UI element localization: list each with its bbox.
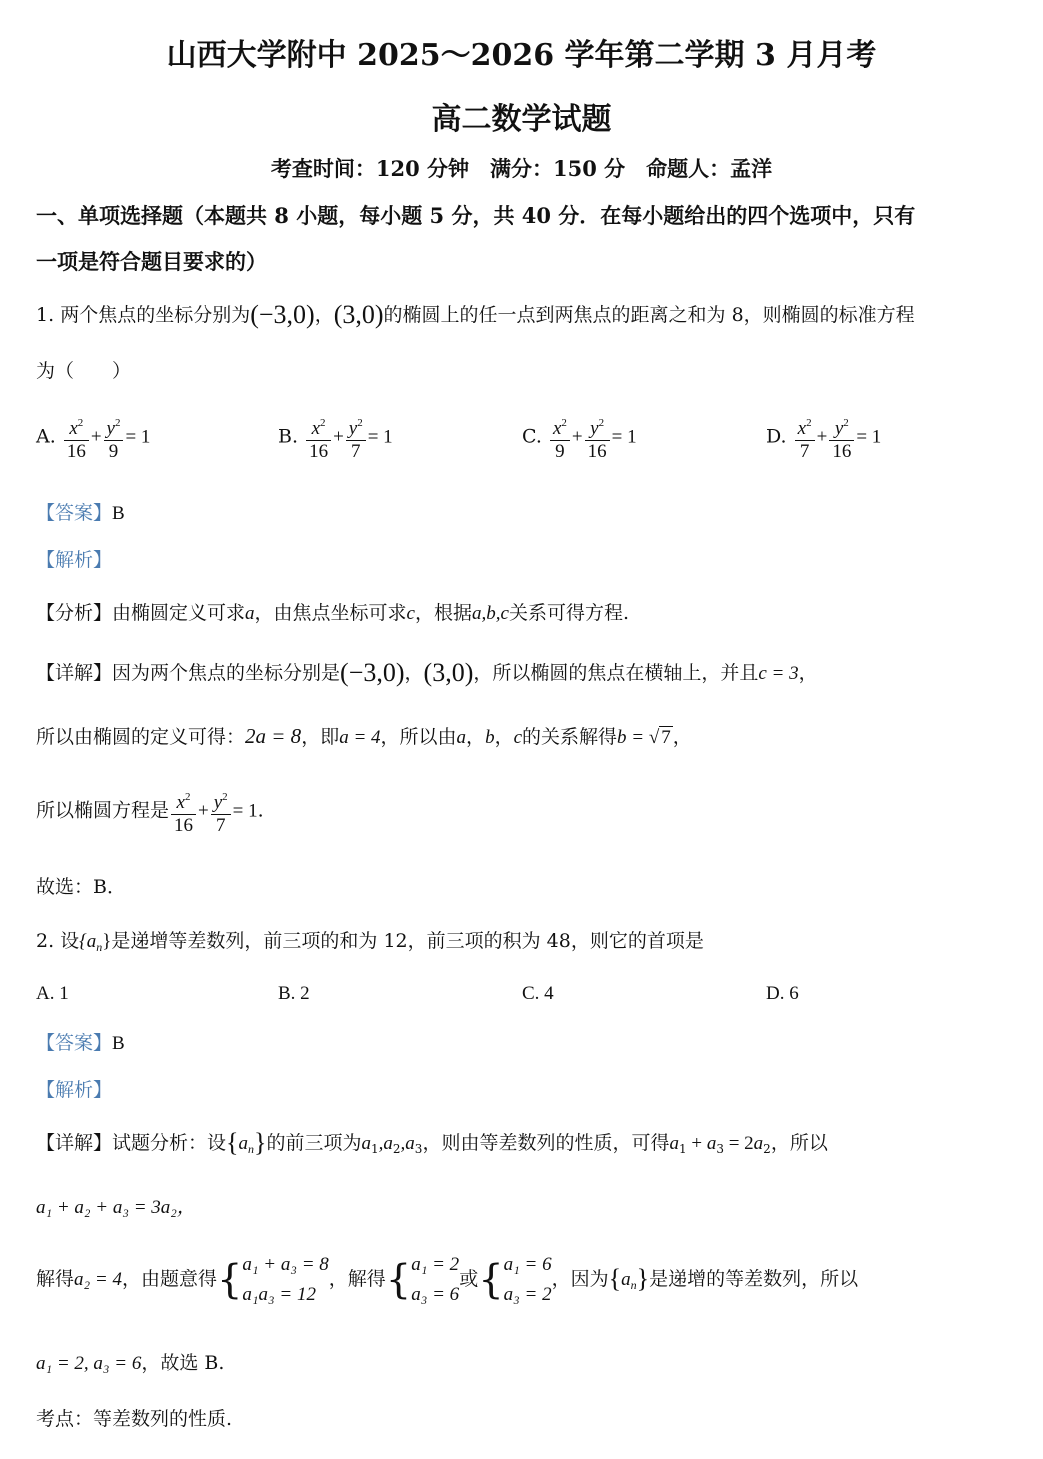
q1-stem-line1 — [36, 300, 915, 330]
q1-detail-line2: 所以由椭圆的定义可得：2a = 8，即a = 4，所以由a，b，c的关系解得b = √ 7 ， — [36, 724, 692, 748]
q2-detail-line3: 解得a₂ = 4，由题意得{ a₁ + a₃ = 8 a₁a₃ = 12 ，解得{ a₁ = 2 a₃ = 6 或{ a₁ = 6 a₃ = 2 ，因为$\{a_n\}$是递增的等差数列，所以 — [36, 1250, 858, 1310]
answer-tag: 【答案】 — [36, 502, 113, 524]
option-label: B. — [278, 425, 299, 448]
exam-title: 山西大学附中 2025～2026 学年第二学期 3 月月考 — [166, 38, 877, 73]
q1-option-a: A. $\frac{x^2}{16}$ + $\frac{y^2}{9}$ = 1 — [36, 412, 150, 463]
q1-fenxi: 【分析】由椭圆定义可求a，由焦点坐标可求c，根据a,b,c关系可得方程. — [36, 602, 629, 624]
q2-option-a: A. 1 — [36, 983, 69, 1004]
option-label: D. — [766, 425, 787, 448]
q1-focus-2: (3,0) — [333, 300, 384, 329]
fraction: $\frac{y^2}{16}$ — [829, 412, 854, 463]
q2-answer: 【答案】B — [36, 1032, 125, 1054]
system-1: a₁ + a₃ = 8 a₁a₃ = 12 — [242, 1254, 329, 1305]
fraction: $\frac{y^2}{16}$ — [585, 412, 610, 463]
q1-conclusion: 故选：B． — [36, 876, 126, 898]
fraction: $\frac{x^2}{16}$ — [64, 412, 89, 463]
system-3: a₁ = 6 a₃ = 2 — [503, 1254, 552, 1305]
fraction: $\frac{x^2}{16}$ — [306, 412, 331, 463]
option-label: A. — [36, 425, 56, 448]
fraction: $\frac{y^2}{9}$ — [104, 412, 124, 463]
q1-option-d: D. $\frac{x^2}{7}$ + $\frac{y^2}{16}$ = 1 — [766, 412, 881, 463]
q1-stem-b: 的椭圆上的任一点到两焦点的距离之和为 8，则椭圆的标准方程 — [383, 304, 915, 326]
q1-sep: ， — [314, 304, 334, 326]
fraction: $\frac{x^2}{9}$ — [550, 412, 570, 463]
fraction: $\frac{y^2}{7}$ — [211, 786, 231, 837]
q2-detail-line1: 【详解】试题分析：设$\{a_n\}$的前三项为$a_1,a_2,a_3$，则由等差数列的性质，可得$a_1 + a_3 = 2a_2$，所以 — [36, 1128, 828, 1157]
q1-detail-line3: 所以椭圆方程是 $\frac{x^2}{16}$ + $\frac{y^2}{7}$ = 1. — [36, 786, 264, 837]
fraction: $\frac{x^2}{7}$ — [795, 412, 815, 463]
exam-subtitle: 高二数学试题 — [431, 102, 612, 137]
q1-option-b: B. $\frac{x^2}{16}$ + $\frac{y^2}{7}$ = 1 — [278, 412, 393, 463]
fraction: $\frac{y^2}{7}$ — [346, 412, 366, 463]
q1-answer — [36, 498, 125, 525]
option-label: C. — [522, 425, 542, 448]
section-heading-line1: 一、单项选择题（本题共 8 小题，每小题 5 分，共 40 分．在每小题给出的四个选项中，只有 — [36, 203, 916, 228]
fraction: $\frac{x^2}{16}$ — [171, 786, 196, 837]
q2-option-d: D. 6 — [766, 983, 799, 1004]
q1-stem-line2: 为（ ） — [36, 360, 132, 382]
exam-meta: 考查时间：120 分钟 满分：150 分 命题人：孟洋 — [270, 156, 773, 181]
q2-option-b: B. 2 — [278, 983, 310, 1004]
q2-sum-equation: a₁ + a₂ + a₃ = 3a₂， — [36, 1197, 196, 1218]
q2-option-c: C. 4 — [522, 983, 554, 1004]
q1-detail-line1: 【详解】因为两个焦点的坐标分别是(−3,0)，(3,0)，所以椭圆的焦点在横轴上，并且c = 3， — [36, 658, 818, 687]
q1-stem-a: 两个焦点的坐标分别为 — [60, 304, 251, 326]
q2-analysis-tag: 【解析】 — [36, 1079, 113, 1101]
q2-detail-line4: a₁ = 2, a₃ = 6，故选 B. — [36, 1352, 225, 1374]
q1-number: 1. — [36, 304, 55, 326]
system-2: a₁ = 2 a₃ = 6 — [411, 1254, 460, 1305]
section-heading-line2: 一项是符合题目要求的） — [36, 249, 267, 274]
q1-analysis-tag: 【解析】 — [36, 549, 113, 571]
q2-kaodian: 考点：等差数列的性质. — [36, 1408, 233, 1430]
q1-option-c: C. $\frac{x^2}{9}$ + $\frac{y^2}{16}$ = 1 — [522, 412, 637, 463]
q1-focus-1: (−3,0) — [250, 300, 315, 329]
q2-stem: 2. 设$\{a_n\}$是递增等差数列，前三项的和为 12，前三项的积为 48，则它的首项是 — [36, 930, 704, 954]
answer-value: B — [112, 503, 125, 524]
